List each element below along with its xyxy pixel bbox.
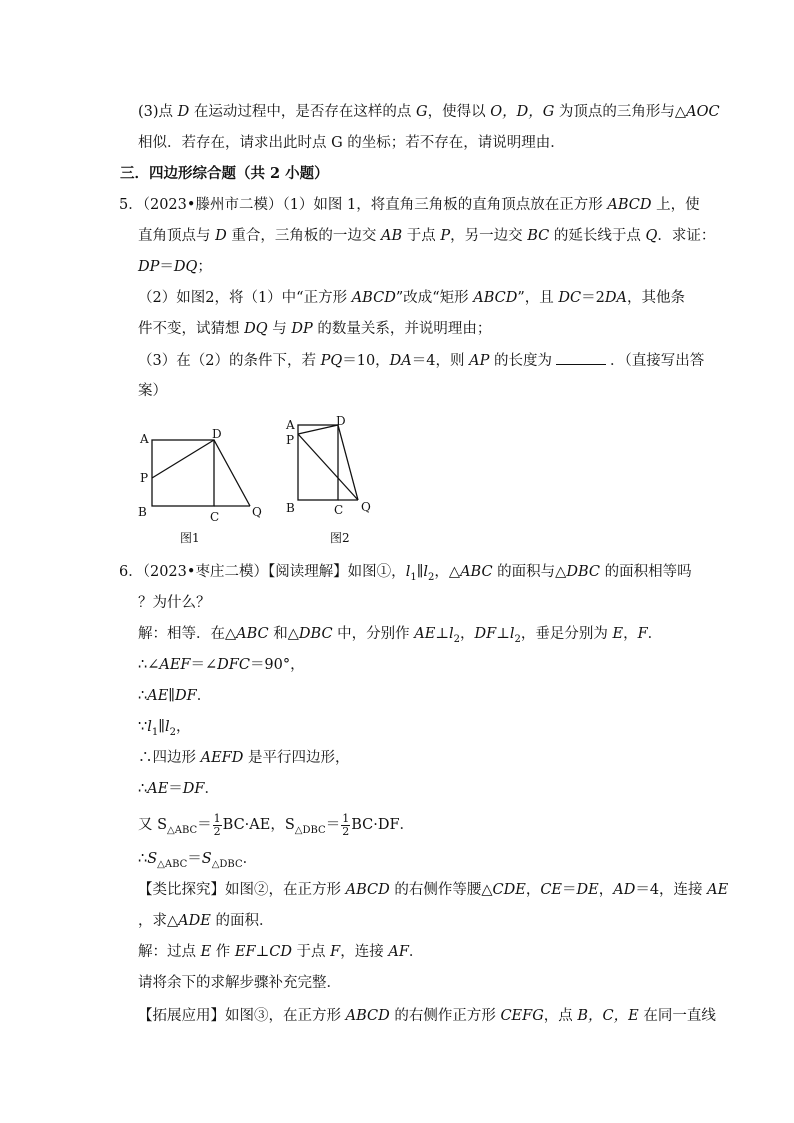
text: 的右侧作正方形 [389,1008,501,1024]
figure-2 [282,413,382,548]
label-a: A [140,432,149,446]
text: 与 [267,321,292,337]
text: AD [613,882,636,898]
text: DC [558,290,582,306]
text: ＝10， [342,353,390,369]
q5-line5 [138,319,491,339]
text: 和△ [268,626,299,642]
text: S [147,851,158,867]
text: ，求△ [138,913,179,929]
label-a: A [286,418,295,432]
subscript: △DBC [211,859,243,870]
text: ＝4，则 [411,353,470,369]
subscript: 2 [169,727,176,738]
text: ＝ [187,851,202,867]
text: AEF [159,657,191,673]
text: B，C，E [577,1008,639,1024]
text: ∥ [168,688,175,704]
subscript: 2 [453,634,461,645]
text: AB [380,228,403,244]
text: (3)点 [138,104,178,120]
text: DBC [298,626,333,642]
fraction-one-half [213,813,222,838]
text: AE [147,688,169,704]
text: D [215,228,227,244]
text: （2023•滕州市二模）（1）如图 1，将直角三角板的直角顶点放在正方形 [142,197,608,213]
text: ． [204,781,219,797]
text: ∴∠ [138,657,160,673]
text: ＝2 [581,290,605,306]
label-q: Q [252,505,262,519]
text: 【类比探究】如图②，在正方形 [138,882,346,898]
q6-line11 [138,880,728,900]
text: ABCD [351,290,396,306]
text: Q [645,228,658,244]
text: AF [388,944,409,960]
subscript: 2 [428,572,435,583]
text: BC [527,228,550,244]
segment-pd [298,425,338,434]
text: P [440,228,451,244]
text: S [201,851,212,867]
figure-1 [130,420,280,550]
text: ADE [178,913,211,929]
text: EF [234,944,256,960]
text: ？为什么？ [138,595,211,611]
text: ．求证： [657,228,716,244]
q6-line6 [138,717,190,743]
text: ，连接 [340,944,389,960]
text: ， [460,626,475,642]
text: ＝ [325,817,341,833]
text: （2）如图2，将（1）中“正方形 [138,290,352,306]
text: ABCD [345,1008,390,1024]
text: ＝ [562,882,577,898]
text: （3）在（2）的条件下，若 [138,353,321,369]
q6-line12 [138,911,273,931]
text: DF [474,626,497,642]
text: DQ [244,321,268,337]
text: ＝90°， [249,657,305,673]
text: ＝ [197,817,212,833]
numerator: 1 [342,811,350,825]
text: ＝4，连接 [635,882,708,898]
text: l [405,564,411,580]
subscript: △ABC [167,825,198,836]
text: ABC [236,626,269,642]
text: F [637,626,648,642]
text: 的面积与△ [492,564,567,580]
text: ＝ [159,259,174,275]
text: 于点 [291,944,331,960]
text: 的右侧作等腰△ [389,882,493,898]
text: ， [525,882,541,898]
q5-line1 [119,195,700,215]
text: 件不变，试猜想 [138,321,245,337]
text: 请将余下的求解步骤补充完整． [138,975,341,991]
text: ∥ [416,564,424,580]
q6-line7 [138,748,349,768]
text: ，△ [434,564,461,580]
text: ⊥ [255,944,270,960]
text: PQ [320,353,343,369]
q6-line8 [138,779,219,799]
text: （2023•枣庄二模）【阅读理解】如图①， [142,564,406,580]
text: l [449,626,454,642]
text: l [509,626,515,642]
text: ∴ [138,688,148,704]
text: 在运动过程中，是否存在这样的点 [189,104,417,120]
subscript: 1 [151,727,159,738]
text: 的长度为 [489,353,552,369]
segment-pd [152,440,214,478]
text: DFC [217,657,250,673]
text: AE [414,626,436,642]
text: DP [138,259,160,275]
label-b: B [286,501,295,515]
q6-line3 [138,624,662,650]
q6-line15 [138,1006,716,1026]
text: ∥ [158,719,165,735]
text: DBC [566,564,600,580]
q6-line4 [138,655,305,675]
text: 重合，三角板的一边交 [226,228,381,244]
text: DQ [173,259,198,275]
figure-caption: 图2 [330,531,350,545]
text: l [423,564,429,580]
text: 中，分别作 [332,626,415,642]
text: E [200,944,212,960]
text: ； [197,259,212,275]
text: ⊥ [435,626,449,642]
label-p: P [286,433,295,447]
text: ∴ [138,851,148,867]
subscript: 2 [514,634,521,645]
text: DA [604,290,627,306]
text: ，另一边交 [450,228,528,244]
denominator: 2 [213,824,221,838]
label-d: D [336,414,346,428]
text: ”改成“矩形 [395,290,474,306]
text: ． [242,851,258,867]
text: 的面积相等吗 [600,564,692,580]
text: 的面积． [210,913,274,929]
text: DE [576,882,599,898]
q5-line6 [138,350,704,371]
text: ， [623,626,638,642]
text: ，使得以 [427,104,491,120]
text: 解：过点 [138,944,201,960]
q6-line5 [138,686,211,706]
text: ． [408,944,424,960]
text: 于点 [402,228,441,244]
q5-line4 [138,288,685,308]
text: ∵ [138,719,148,735]
label-b: B [138,505,147,519]
text: CD [269,944,292,960]
q6-line14 [138,973,341,993]
label-c: C [210,510,220,524]
text: E [612,626,624,642]
text: ABCD [607,197,652,213]
text: 的数量关系，并说明理由； [312,321,492,337]
text: 解：相等．在△ [138,626,237,642]
text: CDE [492,882,526,898]
label-d: D [212,427,222,441]
text: D [177,104,190,120]
text: l [147,719,152,735]
numerator: 1 [213,811,221,825]
text: ABCD [345,882,390,898]
text: ABC [460,564,493,580]
text: l [164,719,170,735]
text: DA [389,353,412,369]
subscript: 1 [410,572,417,583]
text: ABCD [473,290,518,306]
text: ＝∠ [190,657,218,673]
q6-line10 [138,849,257,875]
text: 【拓展应用】如图③，在正方形 [138,1008,346,1024]
text: 是平行四边形， [243,750,350,766]
text: 上，使 [651,197,700,213]
text: 作 [211,944,235,960]
figure-caption: 图1 [180,531,200,545]
text: ． [196,688,212,704]
text: ．（直接写出答 [609,353,705,369]
text: DP [291,321,313,337]
text: ， [175,719,191,735]
subscript: △ABC [157,859,188,870]
q6-line1 [119,562,692,588]
text: O，D，G [490,104,555,120]
q4-part3-line2 [138,133,565,153]
text: AE [707,882,729,898]
text: CE [540,882,562,898]
q6-line9-area-formula [138,812,414,844]
text: G [416,104,428,120]
text: ， [598,882,614,898]
text: DF [182,781,205,797]
text: BC·AE，S [222,817,295,833]
subscript: △DBC [294,825,326,836]
fraction-one-half [341,813,350,838]
text: ，点 [543,1008,578,1024]
q5-line7 [138,381,167,401]
text: ，垂足分别为 [520,626,613,642]
text: 又 S [138,817,168,833]
q6-line13 [138,942,423,962]
text: ⊥ [496,626,510,642]
question-number: 5． [119,197,143,213]
label-q: Q [361,500,371,514]
text: ∴ [138,781,148,797]
q4-part3-line1 [138,102,720,122]
segment-dq [214,440,250,506]
text: BC·DF． [351,817,415,833]
text: 案） [138,383,167,399]
text: F [330,944,341,960]
question-number: 6． [119,564,143,580]
q5-line3 [138,257,212,277]
text: AE [147,781,169,797]
text: AEFD [200,750,244,766]
text: 直角顶点与 [138,228,216,244]
text: 在同一直线 [638,1008,716,1024]
text: AP [469,353,490,369]
text: DF [175,688,197,704]
q6-line2 [138,593,211,613]
denominator: 2 [342,824,350,838]
text: ． [647,626,663,642]
text: ”，且 [517,290,559,306]
text: AOC [686,104,720,120]
answer-blank[interactable] [556,350,606,365]
text: ＝ [168,781,183,797]
text: ，其他条 [627,290,685,306]
text: 相似．若存在，请求出此时点 G 的坐标；若不存在，请说明理由． [138,135,565,151]
q5-line2 [138,226,715,246]
label-c: C [334,503,344,517]
rectangle-abcd [298,425,338,500]
text: 为顶点的三角形与△ [554,104,687,120]
text: ∴四边形 [138,750,201,766]
section-heading: 三．四边形综合题（共 2 小题） [120,165,329,182]
label-p: P [140,471,149,485]
text: 的延长线于点 [549,228,646,244]
text: CEFG [500,1008,544,1024]
